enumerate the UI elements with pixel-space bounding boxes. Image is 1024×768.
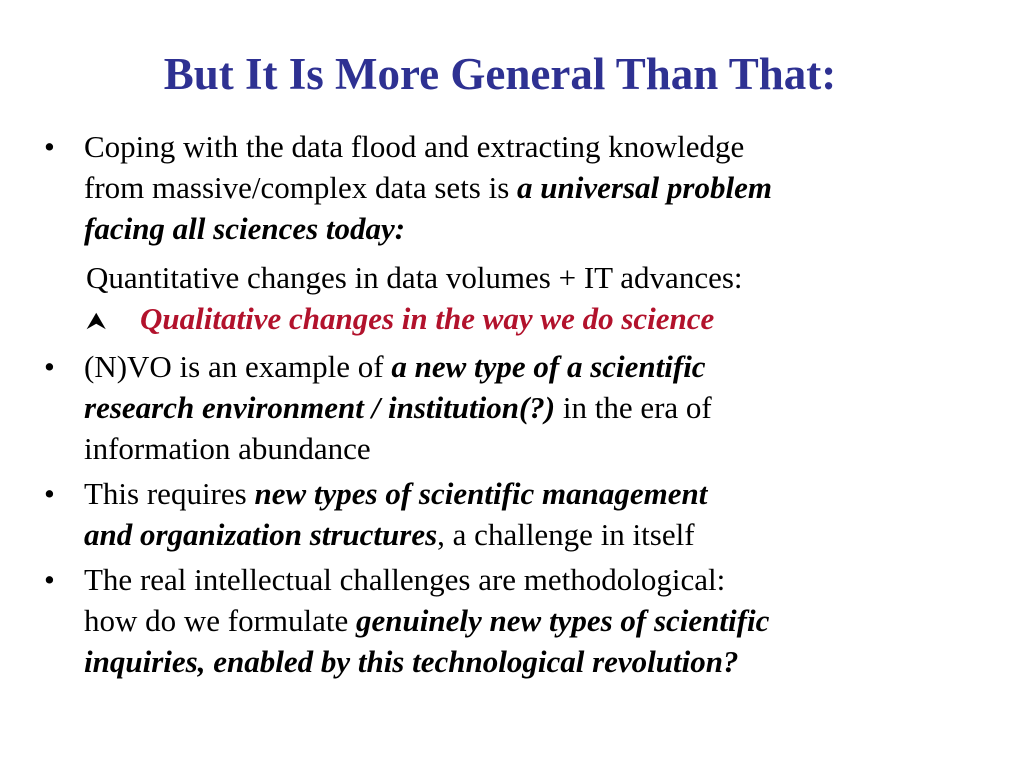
bullet-dot: • [44, 129, 55, 164]
highlight-text: Qualitative changes in the way we do science [140, 301, 715, 336]
emphasis: a universal problem [517, 170, 772, 205]
emphasis: genuinely new types of scientific [356, 603, 770, 638]
bullet-1-line-3: facing all sciences today: [84, 211, 406, 246]
bullet-3-line-1: This requires new types of scientific management [84, 476, 708, 511]
bullet-1-line-1: Coping with the data flood and extracting knowledge [84, 129, 745, 164]
bullet-4-line-2: how do we formulate genuinely new types of scientific [84, 603, 770, 638]
bullet-dot: • [44, 562, 55, 597]
bullet-2 [44, 346, 994, 469]
sub-block [44, 257, 994, 342]
emphasis: and organization structures [84, 517, 438, 552]
slide-content [44, 126, 994, 686]
slide-title: But It Is More General Than That: [163, 49, 837, 99]
bullet-3 [44, 473, 994, 555]
bullet-4-line-3: inquiries, enabled by this technological revolution? [84, 644, 739, 679]
bullet-2-line-3: information abundance [84, 431, 371, 466]
bullet-1 [44, 126, 994, 249]
bullet-3-line-2: and organization structures, a challenge in itself [84, 517, 695, 552]
emphasis: new types of scientific management [254, 476, 708, 511]
bullet-2-line-1: (N)VO is an example of a new type of a scientific [84, 349, 706, 384]
bullet-2-line-2: research environment / institution(?) in the era of [84, 390, 712, 425]
bullet-dot: • [44, 349, 55, 384]
bullet-1-line-2: from massive/complex data sets is a universal problem [84, 170, 772, 205]
highlight-line [86, 298, 994, 342]
bullet-dot: • [44, 476, 55, 511]
emphasis: a new type of a scientific [391, 349, 706, 384]
emphasis: research environment / institution(?) [84, 390, 556, 425]
bullet-4-line-1: The real intellectual challenges are methodological: [84, 562, 726, 597]
sub-text: Quantitative changes in data volumes + IT advances: [86, 260, 743, 295]
bullet-4 [44, 559, 994, 682]
arrow-up-icon: ⮝ [86, 307, 107, 335]
